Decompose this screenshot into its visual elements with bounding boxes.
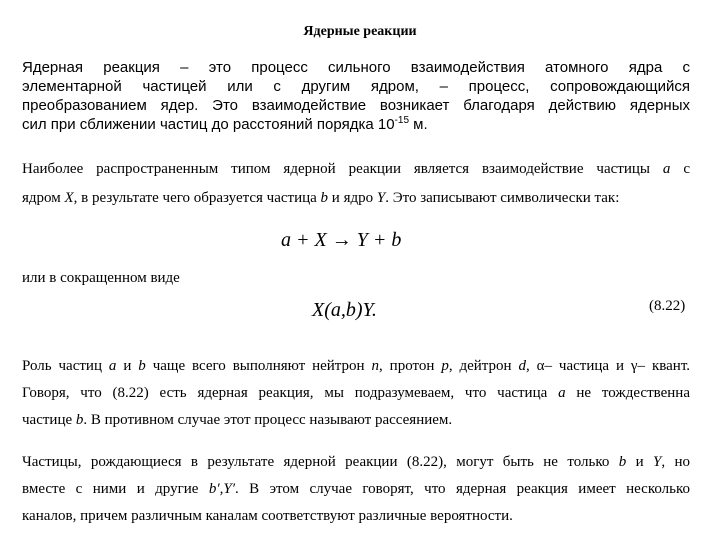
text-fragment: и: [626, 454, 654, 470]
text-line: [22, 449, 690, 476]
paragraph-reaction-type: [22, 155, 690, 213]
text-fragment: Роль частиц: [22, 358, 109, 374]
text-line: [22, 380, 690, 407]
variable: n: [371, 358, 379, 374]
variable: X: [64, 190, 74, 206]
text-fragment: . В противном случае этот процесс называют рассеянием.: [83, 412, 453, 428]
equation-short-form: X(a,b)Y.: [312, 299, 377, 321]
exponent: -15: [394, 115, 409, 126]
variable: a: [558, 385, 566, 401]
text-fragment: , дейтрон: [448, 358, 519, 374]
text-fragment: , в результате чего образуется частица: [73, 190, 321, 206]
text-fragment: , но: [661, 454, 691, 470]
text-line: [22, 184, 690, 213]
variable: Y: [653, 454, 662, 470]
text-fragment: . В этом случае говорят, что ядерная реакция имеет несколько: [234, 481, 690, 497]
paragraph-short-form: или в сокращенном виде: [22, 270, 180, 286]
text-fragment: Наиболее распространенным типом ядерной реакции является взаимодействие частицы: [22, 161, 663, 177]
variable: b: [75, 412, 84, 428]
variable: a: [108, 358, 117, 374]
equation-reaction: a + X → Y + b: [281, 229, 402, 251]
text-line: [22, 407, 690, 434]
variable: b: [138, 358, 146, 374]
variable: b: [320, 190, 329, 206]
variable: b: [618, 454, 627, 470]
variable: Y: [376, 190, 386, 206]
variable: d: [518, 358, 526, 374]
text-fragment: и: [116, 358, 139, 374]
paragraph-definition: [22, 58, 690, 134]
text-fragment: и ядро: [328, 190, 377, 206]
page-title: Ядерные реакции: [303, 24, 417, 39]
text-line: [22, 115, 690, 134]
text-line: элементарной частицей или с другим ядром, – процесс, сопровождающийся: [22, 78, 690, 95]
variable: p: [441, 358, 449, 374]
equation-number: (8.22): [649, 298, 686, 314]
text-fragment: вместе с ними и другие: [22, 481, 209, 497]
text-fragment: Частицы, рождающиеся в результате ядерной реакции (8.22), могут быть не только: [22, 454, 619, 470]
paragraph-particles: [22, 353, 690, 434]
text-fragment: частице: [22, 412, 76, 428]
text-fragment: м.: [409, 116, 428, 133]
text-fragment: ядром: [22, 190, 65, 206]
text-line: каналов, причем различным каналам соответствуют различные вероятности.: [22, 508, 513, 524]
text-fragment: не тождественна: [565, 385, 690, 401]
text-fragment: сил при сближении частиц до расстояний порядка 10: [22, 116, 395, 133]
text-line: преобразованием ядер. Это взаимодействие возникает благодаря действию ядерных: [22, 97, 690, 114]
variable: b′,Y′: [208, 481, 235, 497]
text-fragment: . Это записывают символически так:: [385, 190, 620, 206]
text-fragment: , протон: [379, 358, 442, 374]
text-line: [22, 155, 690, 184]
text-fragment: чаще всего выполняют нейтрон: [145, 358, 372, 374]
text-line: [22, 353, 690, 380]
text-fragment: , α– частица и γ– квант.: [525, 358, 690, 374]
text-line: [22, 476, 690, 503]
paragraph-channels: [22, 449, 690, 530]
text-fragment: с: [670, 161, 690, 177]
variable: a: [662, 161, 671, 177]
text-fragment: Говоря, что (8.22) есть ядерная реакция, мы подразумеваем, что частица: [22, 385, 559, 401]
text-line: Ядерная реакция – это процесс сильного взаимодействия атомного ядра с: [22, 59, 690, 76]
